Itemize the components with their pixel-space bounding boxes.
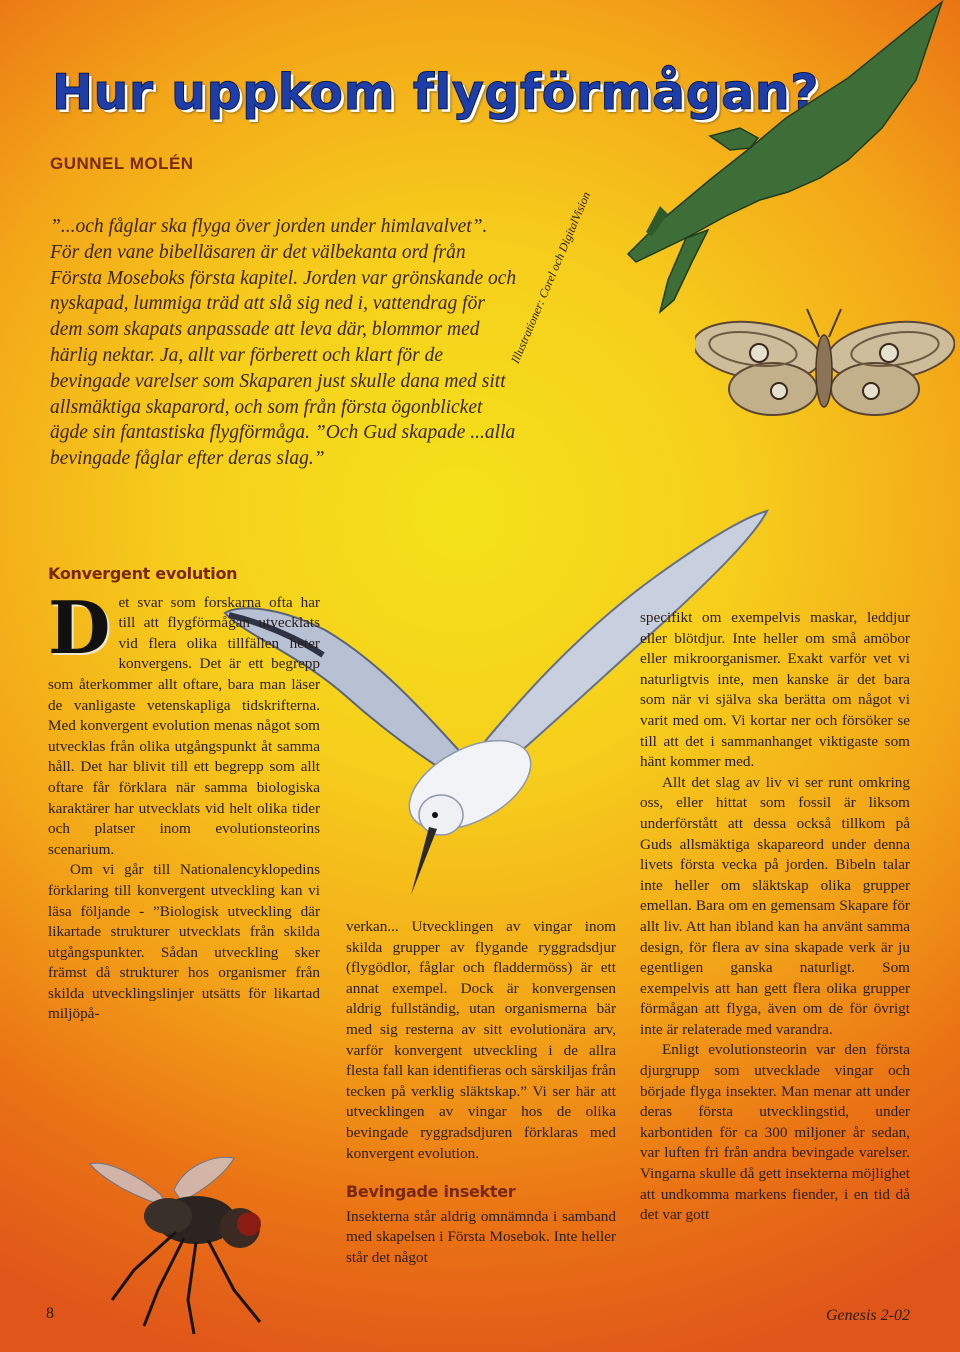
col2-paragraph-2: Insekterna står aldrig omnämnda i samband med skapelsen i Första Mosebok. Inte heller står det något — [346, 1207, 616, 1266]
illustration-credit: Illustrationer: Corel och DigitalVision — [508, 189, 594, 366]
column-1 — [48, 564, 320, 1025]
col1-paragraph-2: Om vi går till Nationalencyklopedins förklaring till konvergent utveckling kan vi läsa följande - ”Biologisk utveckling där likartade strukturer utvecklats från skilda utgångspunkter. Sådan utveckling sker främst då strukturer hos organismer från skilda utvecklingslinjer utsätts för likartad miljöpå- — [48, 861, 320, 1023]
moth-illustration — [695, 305, 955, 425]
author-byline: GUNNEL MOLÉN — [50, 154, 194, 173]
col1-paragraph-1: et svar som forskarna ofta har till att flygförmågan utvecklats vid flera olika tillfällen heter konvergens. Det är ett begrepp som återkommer allt oftare, bara man läser de vanligaste vetenskapliga tidskrifterna. Med konvergent evolution menas något som utvecklas från olika utgångspunkt åt samma håll. Det har blivit till ett begrepp som allt oftare får förklara när samma biologiska karaktärer har utvecklats vid helt olika tider och platser inom evolutionsteorins scenarium. — [48, 593, 320, 858]
column-2 — [346, 917, 616, 1269]
intro-text: ”...och fåglar ska flyga över jorden under himlavalvet”. För den vane bibelläsaren är det välbekanta ord från Första Moseboks första kapitel. Jorden var grönskande och nyskapad, lummiga träd att slå sig ned i, vattendrag för dem som skapats anpassade att leva där, blommor med härlig nektar. Ja, allt var förberett och klart för de bevingade varelser som Skaparen just skulle dana med sitt allsmäktiga skaparord, och som från första ögonblicket ägde sin fantastiska flygförmåga. ”Och Gud skapade ...alla bevingade fåglar efter deras slag.” — [50, 216, 517, 470]
section-heading-konvergent: Konvergent evolution — [48, 564, 238, 583]
drop-cap: D — [48, 584, 111, 670]
magazine-issue: Genesis 2-02 — [826, 1307, 910, 1324]
column-3 — [640, 608, 910, 1226]
pterosaur-illustration — [590, 0, 960, 330]
fly-illustration — [84, 1150, 324, 1340]
col2-paragraph-1: verkan... Utvecklingen av vingar inom skilda grupper av flygande ryggradsdjur (flygödlor, fåglar och fladdermöss) är ett annat exempel. Dock är konvergensen aldrig fullständig, utan organismerna bär med sig resterna av sitt evolutionära arv, varför konvergent utveckling i de allra flesta fall kan identifieras och särskiljas från tecken på verklig släktskap.” Vi ser här att utvecklingen av vingar hos de olika bevingade ryggradsdjuren förklaras med konvergent evolution. — [346, 918, 616, 1162]
col3-paragraph-1: specifikt om exempelvis maskar, leddjur eller blötdjur. Inte heller om små amöbor eller mikroorganismer. Exakt varför vet vi naturligtvis inte, men kanske är det bara som när vi själva ska berätta om något vi varit med om. Vi kortar ner och försöker se till att det i sammanhanget viktigaste som hänt kommer med. — [640, 609, 910, 771]
col3-paragraph-3: Enligt evolutionsteorin var den första djurgrupp som utvecklade vingar och började flyga insekter. Man menar att under deras första utvecklingstid, under karbontiden för ca 300 miljoner år sedan, var luften fri från andra bevingade varelser. Vingarna skulle då gett insekterna möjlighet att undkomma markens fiender, i en tid då det var gott — [640, 1041, 910, 1224]
col3-paragraph-2: Allt det slag av liv vi ser runt omkring oss, eller hittat som fossil är liksom underförstått att dessa också tillkom på Guds allsmäktiga skapareord under denna livets första vecka på jorden. Bibeln talar inte heller om släktskap olika grupper emellan. Bara om en gemensam Skapare för allt liv. Att han ibland kan ha använt samma design, för flera av sina skapade verk är ju egentligen ganska naturligt. Som exempelvis att han gett flera olika grupper förmågan att flyga, även om de för övrigt inte är relaterade med varandra. — [640, 773, 910, 1038]
article-title: Hur uppkom flygförmågan? — [52, 64, 820, 121]
section-heading-insekter: Bevingade insekter — [346, 1182, 516, 1202]
page-number: 8 — [46, 1305, 54, 1322]
